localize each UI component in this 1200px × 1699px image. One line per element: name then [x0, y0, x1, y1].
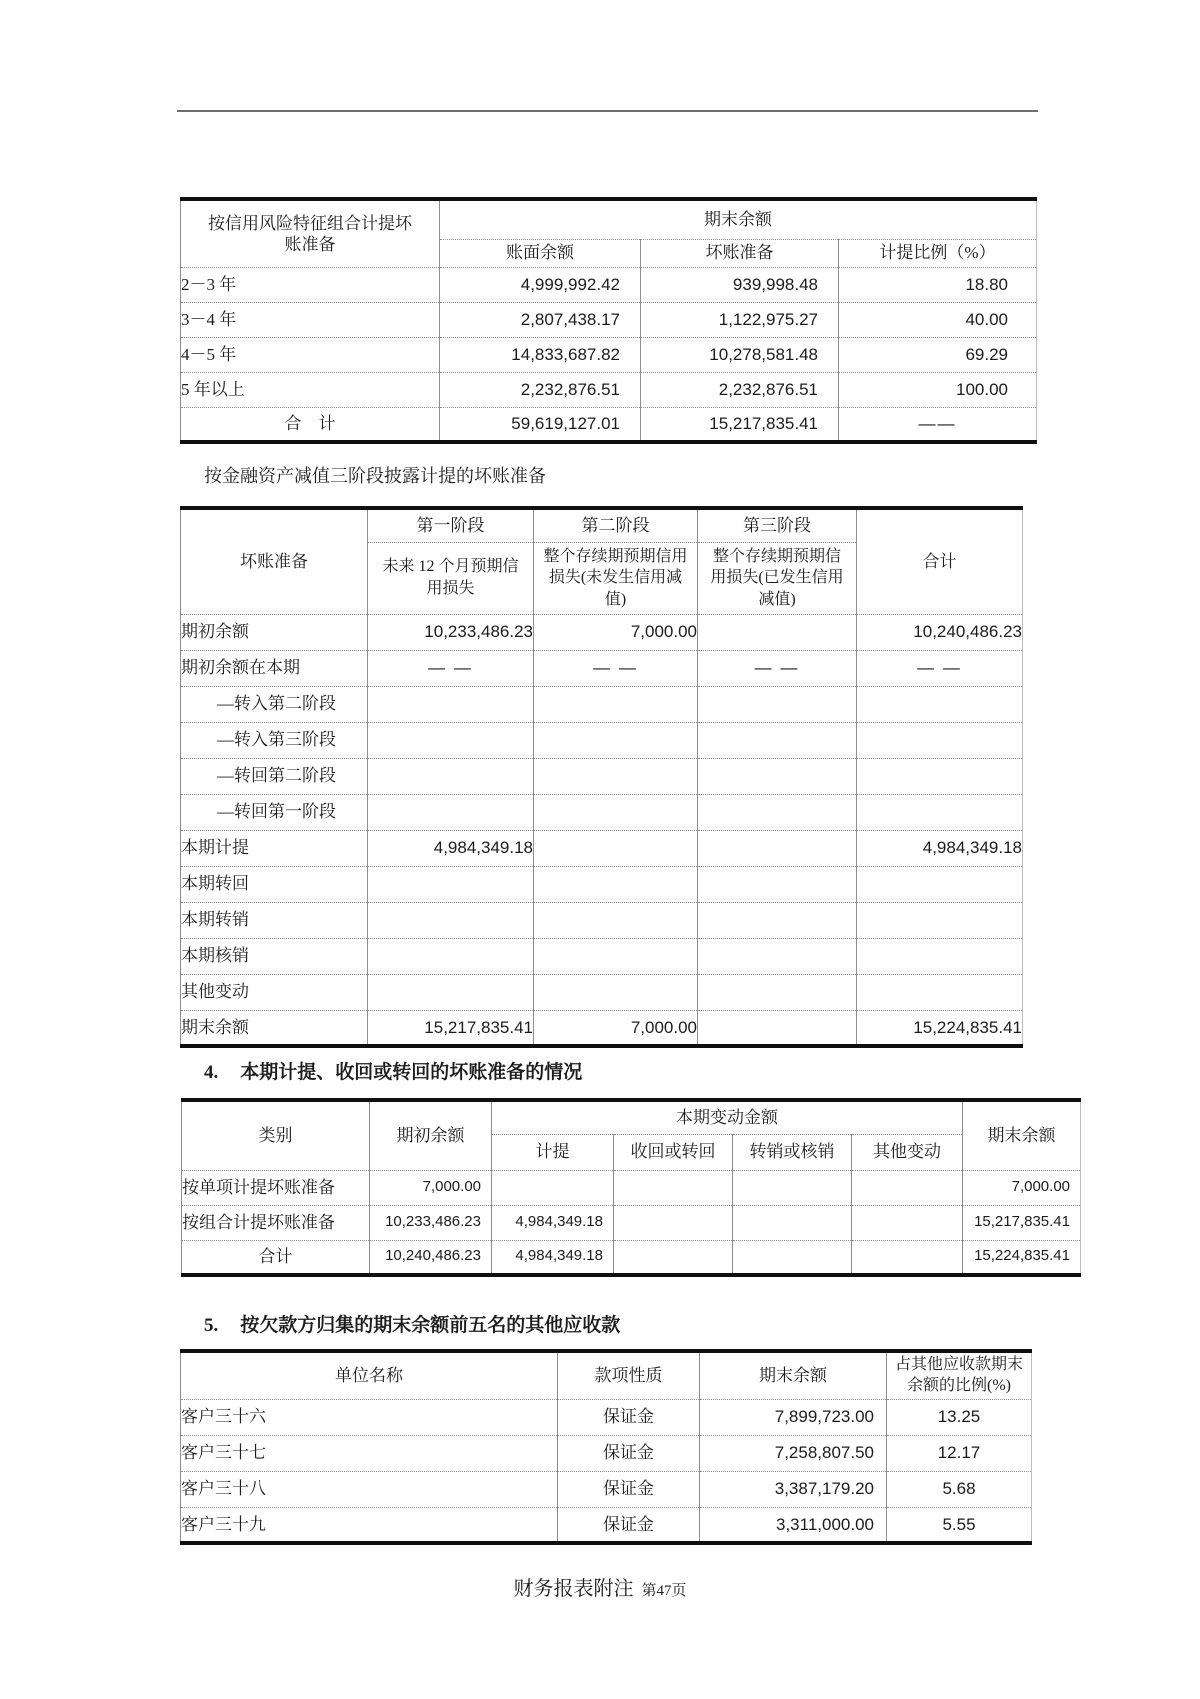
table-row [181, 974, 1023, 1010]
header-cell-writeoff: 转销或核销 [733, 1134, 852, 1170]
value-cell [368, 758, 534, 794]
value-cell: 15,217,835.41 [368, 1010, 534, 1046]
value-cell: 59,619,127.01 [440, 407, 641, 442]
header-cell-closing: 期末余额 [963, 1100, 1081, 1170]
table-row [181, 1507, 1032, 1543]
value-cell: 1,122,975.27 [641, 302, 839, 337]
table-header-row [181, 199, 1037, 239]
value-cell: 14,833,687.82 [440, 337, 641, 372]
value-cell: — — [698, 650, 857, 686]
value-cell [614, 1205, 733, 1240]
value-cell: 7,000.00 [370, 1170, 492, 1205]
value-cell [698, 794, 857, 830]
header-rule [177, 110, 1038, 112]
value-cell [852, 1170, 963, 1205]
table-row [182, 1205, 1081, 1240]
value-cell [698, 902, 857, 938]
value-cell [857, 974, 1023, 1010]
table-row [181, 686, 1023, 722]
table-row [181, 902, 1023, 938]
section-4-heading [204, 1057, 582, 1084]
row-label: 按组合计提坏账准备 [182, 1205, 370, 1240]
row-label: 3－4 年 [181, 302, 440, 337]
value-cell [368, 686, 534, 722]
value-cell [857, 938, 1023, 974]
header-cell-recover: 收回或转回 [614, 1134, 733, 1170]
value-cell [733, 1205, 852, 1240]
row-label: 4－5 年 [181, 337, 440, 372]
value-cell [368, 974, 534, 1010]
value-cell: 保证金 [558, 1507, 700, 1543]
row-label-total: 合 计 [181, 407, 440, 442]
header-cell-other: 其他变动 [852, 1134, 963, 1170]
value-cell: 2,807,438.17 [440, 302, 641, 337]
value-cell [368, 722, 534, 758]
row-label-total: 合计 [182, 1240, 370, 1275]
row-label: 本期转销 [181, 902, 368, 938]
header-cell-stage1: 第一阶段 [368, 508, 534, 542]
value-cell [534, 902, 698, 938]
value-cell: 4,984,349.18 [857, 830, 1023, 866]
value-cell: 12.17 [887, 1435, 1032, 1471]
value-cell: 10,233,486.23 [370, 1205, 492, 1240]
value-cell: 7,000.00 [534, 614, 698, 650]
value-cell: 5.55 [887, 1507, 1032, 1543]
table-row [182, 1170, 1081, 1205]
header-cell-closing-balance: 期末余额 [440, 199, 1037, 239]
table-row [181, 614, 1023, 650]
row-label: 按单项计提坏账准备 [182, 1170, 370, 1205]
provision-movement-table [181, 1098, 1081, 1277]
value-cell [733, 1240, 852, 1275]
top-five-receivables-table [180, 1349, 1032, 1545]
header-cell-name: 单位名称 [181, 1351, 558, 1399]
table-row [181, 830, 1023, 866]
value-cell: 3,387,179.20 [700, 1471, 887, 1507]
value-cell: 保证金 [558, 1435, 700, 1471]
value-cell [534, 758, 698, 794]
header-cell-accrual: 计提 [492, 1134, 614, 1170]
table-row [181, 267, 1037, 302]
value-cell [534, 686, 698, 722]
credit-risk-aging-table [180, 197, 1037, 444]
value-cell [698, 830, 857, 866]
table-row [181, 758, 1023, 794]
row-label: 5 年以上 [181, 372, 440, 407]
value-cell: 10,278,581.48 [641, 337, 839, 372]
header-cell-stage2: 第二阶段 [534, 508, 698, 542]
value-cell [368, 938, 534, 974]
section-5-heading [204, 1310, 620, 1337]
footer-title: 财务报表附注 [513, 1578, 634, 1600]
value-cell: 保证金 [558, 1399, 700, 1435]
row-label: 本期转回 [181, 866, 368, 902]
footer-page-number: 第47页 [641, 1583, 687, 1599]
row-label: 本期计提 [181, 830, 368, 866]
table-row [181, 794, 1023, 830]
row-label: 客户三十七 [181, 1435, 558, 1471]
value-cell: 保证金 [558, 1471, 700, 1507]
value-cell [857, 722, 1023, 758]
header-cell-ratio: 计提比例（%） [839, 239, 1037, 267]
header-cell-bad-debt: 坏账准备 [641, 239, 839, 267]
header-cell-nature: 款项性质 [558, 1351, 700, 1399]
table-total-row [182, 1240, 1081, 1275]
value-cell: 40.00 [839, 302, 1037, 337]
value-cell [852, 1205, 963, 1240]
value-cell [698, 614, 857, 650]
value-cell: — — [368, 650, 534, 686]
value-cell: 7,258,807.50 [700, 1435, 887, 1471]
value-cell [857, 866, 1023, 902]
table-row [181, 866, 1023, 902]
row-label: 本期核销 [181, 938, 368, 974]
row-label: 期初余额在本期 [181, 650, 368, 686]
row-label: 2－3 年 [181, 267, 440, 302]
header-cell-stage3: 第三阶段 [698, 508, 857, 542]
header-cell-category: 按信用风险特征组合计提坏账准备 [181, 199, 440, 267]
value-cell: 18.80 [839, 267, 1037, 302]
value-cell: 15,224,835.41 [857, 1010, 1023, 1046]
row-label: 客户三十八 [181, 1471, 558, 1507]
value-cell: 15,224,835.41 [963, 1240, 1081, 1275]
value-cell [857, 902, 1023, 938]
value-cell [857, 758, 1023, 794]
header-cell-stage3-desc: 整个存续期预期信用损失(已发生信用减值) [698, 542, 857, 614]
value-cell: 4,984,349.18 [492, 1240, 614, 1275]
value-cell: 10,233,486.23 [368, 614, 534, 650]
table-row [181, 650, 1023, 686]
value-cell: — — [857, 650, 1023, 686]
header-cell-book-balance: 账面余额 [440, 239, 641, 267]
header-cell-category: 类别 [182, 1100, 370, 1170]
table-row [181, 337, 1037, 372]
value-cell [534, 794, 698, 830]
section-title: 本期计提、收回或转回的坏账准备的情况 [240, 1062, 583, 1083]
table-row [181, 302, 1037, 337]
table-header-row [181, 508, 1023, 542]
value-cell: 13.25 [887, 1399, 1032, 1435]
value-cell: 4,984,349.18 [492, 1205, 614, 1240]
value-cell [857, 794, 1023, 830]
row-label: —转入第三阶段 [181, 722, 368, 758]
value-cell: 100.00 [839, 372, 1037, 407]
three-stage-impairment-table [180, 506, 1023, 1048]
row-label: 期末余额 [181, 1010, 368, 1046]
value-cell: 15,217,835.41 [641, 407, 839, 442]
value-cell: 10,240,486.23 [857, 614, 1023, 650]
value-cell: —— [839, 407, 1037, 442]
value-cell: 3,311,000.00 [700, 1507, 887, 1543]
stage-table-caption: 按金融资产减值三阶段披露计提的坏账准备 [204, 466, 546, 486]
table-row [181, 1399, 1032, 1435]
row-label: 其他变动 [181, 974, 368, 1010]
row-label: —转回第一阶段 [181, 794, 368, 830]
value-cell [534, 722, 698, 758]
value-cell: 7,000.00 [963, 1170, 1081, 1205]
value-cell [534, 938, 698, 974]
value-cell [614, 1240, 733, 1275]
value-cell: 7,899,723.00 [700, 1399, 887, 1435]
value-cell: — — [534, 650, 698, 686]
value-cell [698, 938, 857, 974]
value-cell: 4,999,992.42 [440, 267, 641, 302]
header-cell-opening: 期初余额 [370, 1100, 492, 1170]
value-cell: 2,232,876.51 [440, 372, 641, 407]
table-header-row [182, 1100, 1081, 1134]
value-cell [492, 1170, 614, 1205]
header-cell-stage1-desc: 未来 12 个月预期信用损失 [368, 542, 534, 614]
table-total-row [181, 407, 1037, 442]
header-cell-category: 坏账准备 [181, 508, 368, 614]
value-cell [534, 830, 698, 866]
header-cell-total: 合计 [857, 508, 1023, 614]
header-cell-stage2-desc: 整个存续期预期信用损失(未发生信用减值) [534, 542, 698, 614]
page-footer [0, 1572, 1200, 1601]
value-cell [698, 1010, 857, 1046]
value-cell [852, 1240, 963, 1275]
value-cell [534, 866, 698, 902]
value-cell: 4,984,349.18 [368, 830, 534, 866]
value-cell [698, 722, 857, 758]
value-cell [368, 866, 534, 902]
header-cell-change-group: 本期变动金额 [492, 1100, 963, 1134]
row-label: —转回第二阶段 [181, 758, 368, 794]
value-cell [698, 866, 857, 902]
value-cell [733, 1170, 852, 1205]
value-cell: 10,240,486.23 [370, 1240, 492, 1275]
value-cell [368, 794, 534, 830]
value-cell: 5.68 [887, 1471, 1032, 1507]
row-label: 客户三十六 [181, 1399, 558, 1435]
value-cell [698, 758, 857, 794]
row-label: —转入第二阶段 [181, 686, 368, 722]
header-cell-ratio: 占其他应收款期末余额的比例(%) [887, 1351, 1032, 1399]
table-header-row [181, 1351, 1032, 1399]
value-cell [857, 686, 1023, 722]
table-row [181, 722, 1023, 758]
table-row [181, 1435, 1032, 1471]
table-row [181, 938, 1023, 974]
value-cell [698, 974, 857, 1010]
value-cell [368, 902, 534, 938]
section-number: 5. [204, 1315, 219, 1336]
value-cell: 69.29 [839, 337, 1037, 372]
section-number: 4. [204, 1062, 219, 1083]
value-cell [698, 686, 857, 722]
table-row [181, 1471, 1032, 1507]
value-cell: 2,232,876.51 [641, 372, 839, 407]
value-cell [534, 974, 698, 1010]
value-cell [614, 1170, 733, 1205]
table-row [181, 1010, 1023, 1046]
value-cell: 15,217,835.41 [963, 1205, 1081, 1240]
row-label: 客户三十九 [181, 1507, 558, 1543]
value-cell: 7,000.00 [534, 1010, 698, 1046]
table-row [181, 372, 1037, 407]
row-label: 期初余额 [181, 614, 368, 650]
value-cell: 939,998.48 [641, 267, 839, 302]
section-title: 按欠款方归集的期末余额前五名的其他应收款 [240, 1315, 621, 1336]
header-cell-balance: 期末余额 [700, 1351, 887, 1399]
